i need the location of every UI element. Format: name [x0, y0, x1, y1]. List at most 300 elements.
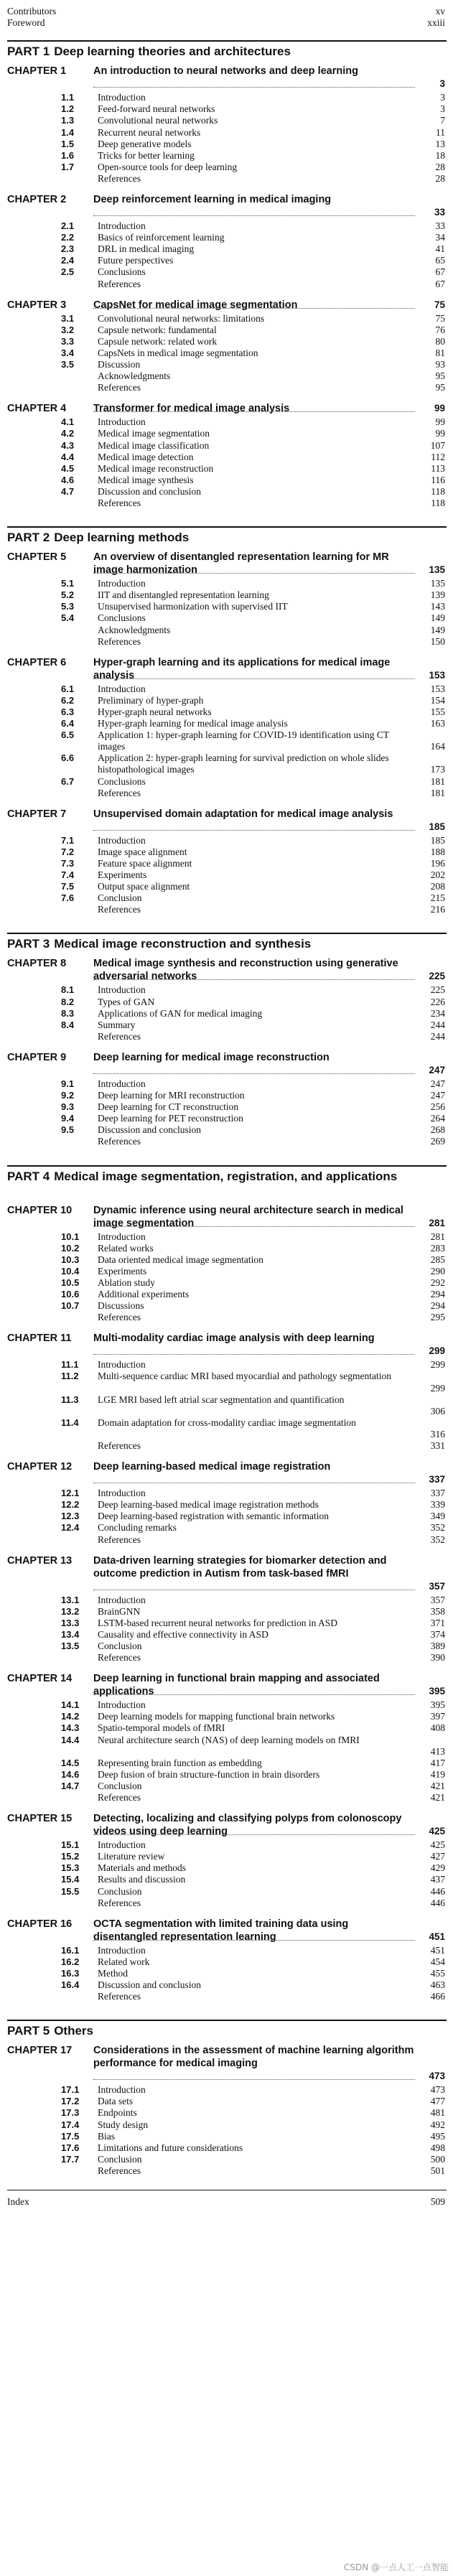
chapter-heading[interactable]: [7, 656, 447, 682]
section-title: References: [98, 2165, 141, 2176]
section-page: 135: [430, 578, 445, 589]
chapter-label: CHAPTER 4: [7, 403, 67, 415]
section-entry[interactable]: [7, 428, 447, 439]
chapter-title: Hyper-graph learning and its applications for medical image analysis: [93, 656, 391, 681]
section-title: References: [98, 1030, 141, 1042]
chapter-title: Deep learning for medical image reconstruction: [93, 1051, 330, 1063]
section-page: 75: [435, 312, 445, 324]
section-page: 425: [430, 1839, 445, 1851]
section-number: 10.4: [61, 1265, 80, 1277]
chapter-label: CHAPTER 8: [7, 958, 67, 970]
section-title: Summary: [98, 1019, 136, 1030]
section-title: Tricks for better learning: [98, 149, 195, 161]
section-entry[interactable]: [7, 997, 447, 1008]
section-entry[interactable]: [7, 2096, 447, 2107]
dot-leader: [93, 830, 415, 831]
chapter-heading[interactable]: [7, 1460, 447, 1486]
section-page: 34: [435, 232, 445, 243]
section-title: Introduction: [98, 1231, 146, 1242]
chapter-heading[interactable]: [7, 1204, 447, 1230]
section-entry[interactable]: [7, 578, 447, 589]
back-matter-entry[interactable]: [7, 636, 447, 648]
section-entry[interactable]: [7, 1758, 447, 1769]
section-entry[interactable]: [7, 127, 447, 139]
section-entry[interactable]: [7, 243, 447, 255]
section-title: Acknowledgments: [98, 624, 171, 635]
front-matter-entry[interactable]: [7, 6, 447, 17]
section-number: 13.5: [61, 1641, 80, 1651]
section-title: Experiments: [98, 1265, 147, 1277]
section-entry[interactable]: [7, 1862, 447, 1874]
section-page: 185: [430, 834, 445, 846]
section-entry[interactable]: [7, 1266, 447, 1277]
section-entry[interactable]: [7, 1839, 447, 1851]
section-entry[interactable]: [7, 1699, 447, 1711]
section-page: 473: [430, 2084, 445, 2096]
chapter-heading[interactable]: [7, 1554, 447, 1593]
section-page: 139: [430, 589, 445, 601]
section-entry[interactable]: [7, 1488, 447, 1499]
section-number: 1.7: [61, 161, 75, 172]
chapter-heading[interactable]: [7, 1812, 447, 1838]
section-entry[interactable]: [7, 1722, 447, 1734]
section-page: 80: [435, 335, 445, 347]
section-title: Concluding remarks: [98, 1522, 177, 1534]
section-number: 7.5: [61, 881, 75, 892]
chapter-page: 281: [429, 1217, 445, 1228]
section-number: 16.1: [61, 1944, 80, 1956]
back-matter-entry[interactable]: [7, 1534, 447, 1546]
chapter-label: CHAPTER 5: [7, 551, 67, 564]
section-number: 17.2: [61, 2096, 80, 2107]
section-number: 1.6: [61, 149, 75, 161]
section-entry[interactable]: [7, 1979, 447, 1991]
section-entry[interactable]: [7, 255, 447, 266]
section-entry[interactable]: [7, 313, 447, 325]
section-title: Results and discussion: [98, 1874, 186, 1885]
section-entry[interactable]: [7, 486, 447, 498]
section-title: Deep learning for MRI reconstruction: [98, 1090, 245, 1101]
section-title: Introduction: [98, 1699, 146, 1711]
section-title: References: [98, 1312, 141, 1323]
section-page: 299: [430, 1382, 445, 1394]
chapter-title: Unsupervised domain adaptation for medical image analysis: [93, 808, 393, 820]
section-entry[interactable]: [7, 892, 447, 904]
section-number: 15.4: [61, 1874, 80, 1885]
section-entry[interactable]: [7, 162, 447, 173]
section-entry[interactable]: [7, 452, 447, 463]
section-entry[interactable]: [7, 325, 447, 336]
section-title: References: [98, 1440, 141, 1451]
section-entry[interactable]: [7, 589, 447, 601]
section-entry[interactable]: [7, 1711, 447, 1722]
section-number: 3.1: [61, 312, 75, 324]
section-entry[interactable]: [7, 718, 447, 729]
section-title: Applications of GAN for medical imaging: [98, 1007, 263, 1019]
section-title: Hyper-graph learning for medical image analysis: [98, 718, 288, 729]
section-entry[interactable]: [7, 1417, 447, 1440]
section-number: 3.4: [61, 347, 75, 358]
section-entry[interactable]: [7, 1090, 447, 1101]
dot-leader: [93, 215, 415, 216]
section-entry[interactable]: [7, 835, 447, 846]
section-entry[interactable]: [7, 1618, 447, 1629]
section-entry[interactable]: [7, 601, 447, 612]
section-entry[interactable]: [7, 1277, 447, 1289]
section-title: CapsNets in medical image segmentation: [98, 347, 258, 358]
section-number: 6.2: [61, 694, 75, 706]
chapter-label: CHAPTER 3: [7, 299, 67, 311]
section-entry[interactable]: [7, 139, 447, 150]
section-number: 6.5: [61, 729, 75, 741]
section-entry[interactable]: [7, 1359, 447, 1371]
section-title: Introduction: [98, 1839, 146, 1851]
chapter-heading[interactable]: [7, 193, 447, 219]
section-entry[interactable]: [7, 1124, 447, 1136]
chapter-heading[interactable]: [7, 2044, 447, 2083]
section-entry[interactable]: [7, 1243, 447, 1254]
section-number: 4.1: [61, 416, 75, 428]
section-page: 247: [430, 1090, 445, 1101]
section-title: BrainGNN: [98, 1605, 141, 1617]
section-number: 17.1: [61, 2084, 80, 2096]
section-number: 8.3: [61, 1007, 75, 1019]
section-entry[interactable]: [7, 729, 447, 752]
chapter-heading[interactable]: [7, 808, 447, 834]
part-label: PART 5: [7, 2024, 50, 2038]
section-number: 10.1: [61, 1231, 80, 1242]
section-entry[interactable]: [7, 1078, 447, 1090]
dot-leader: [93, 678, 415, 679]
chapter-heading[interactable]: [7, 1918, 447, 1943]
section-title: Discussion and conclusion: [98, 1979, 201, 1990]
back-matter-entry[interactable]: [7, 2165, 447, 2177]
section-title: Deep learning for CT reconstruction: [98, 1101, 239, 1113]
back-matter-entry[interactable]: [7, 1440, 447, 1452]
section-page: 299: [430, 1359, 445, 1371]
back-matter-entry[interactable]: [7, 382, 447, 393]
section-title: Related work: [98, 1956, 150, 1967]
chapter-heading[interactable]: [7, 1672, 447, 1698]
chapter-heading[interactable]: [7, 1332, 447, 1358]
chapter-heading[interactable]: [7, 65, 447, 90]
chapter-title: Medical image synthesis and reconstruction using generative adversarial networks: [93, 958, 398, 983]
section-number: 12.1: [61, 1488, 80, 1499]
section-entry[interactable]: [7, 115, 447, 126]
section-entry[interactable]: [7, 846, 447, 858]
chapter-page: 75: [434, 299, 445, 310]
section-title: IIT and disentangled representation learning: [98, 589, 269, 601]
section-entry[interactable]: [7, 440, 447, 452]
section-page: 244: [430, 1019, 445, 1030]
back-matter-entry[interactable]: [7, 279, 447, 290]
back-matter-entry[interactable]: [7, 173, 447, 185]
front-matter-title: Foreword: [7, 17, 45, 29]
section-entry[interactable]: [7, 336, 447, 347]
section-title: Conclusions: [98, 266, 146, 278]
chapter-label: CHAPTER 13: [7, 1554, 73, 1567]
section-page: 95: [435, 382, 445, 393]
section-entry[interactable]: [7, 1851, 447, 1862]
section-entry[interactable]: [7, 1781, 447, 1792]
section-entry[interactable]: [7, 1956, 447, 1968]
section-entry[interactable]: [7, 2131, 447, 2142]
section-number: 3.3: [61, 335, 75, 347]
section-page: 481: [430, 2107, 445, 2119]
section-title: References: [98, 1652, 141, 1663]
section-number: 14.1: [61, 1699, 80, 1711]
section-entry[interactable]: [7, 1300, 447, 1312]
section-title: References: [98, 1792, 141, 1803]
section-title: Endpoints: [98, 2107, 137, 2119]
chapter-heading[interactable]: [7, 1051, 447, 1077]
section-number: 15.3: [61, 1862, 80, 1874]
section-title: Introduction: [98, 1078, 146, 1089]
section-entry[interactable]: [7, 1735, 447, 1758]
section-entry[interactable]: [7, 869, 447, 881]
back-matter-entry[interactable]: [7, 788, 447, 799]
section-page: 454: [430, 1956, 445, 1967]
section-entry[interactable]: [7, 1101, 447, 1113]
section-entry[interactable]: [7, 1522, 447, 1534]
section-title: Deep learning-based medical image registration methods: [98, 1499, 319, 1511]
section-entry[interactable]: [7, 416, 447, 428]
chapter-heading[interactable]: [7, 402, 447, 415]
section-page: 76: [435, 324, 445, 335]
section-entry[interactable]: [7, 858, 447, 869]
part-title: Medical image segmentation, registration, and applications: [54, 1169, 398, 1183]
section-page: 28: [435, 172, 445, 184]
section-number: 10.5: [61, 1277, 80, 1288]
section-entry[interactable]: [7, 1874, 447, 1885]
chapter-title: Data-driven learning strategies for biomarker detection and outcome prediction in Autism from task-based fMRI: [93, 1554, 387, 1579]
table-of-contents: [7, 6, 447, 2569]
chapter-page: 33: [434, 207, 445, 218]
section-page: 331: [430, 1440, 445, 1451]
chapter-label: CHAPTER 6: [7, 656, 67, 668]
section-title: Convolutional neural networks: limitations: [98, 312, 265, 324]
chapter-title: Considerations in the assessment of machine learning algorithm performance for medical imaging: [93, 2045, 414, 2070]
section-title: Feature space alignment: [98, 857, 192, 869]
back-matter-entry[interactable]: [7, 625, 447, 636]
section-page: 352: [430, 1522, 445, 1534]
section-title: Introduction: [98, 1944, 146, 1956]
part-title: Others: [54, 2024, 93, 2038]
section-number: 14.6: [61, 1768, 80, 1780]
section-page: 437: [430, 1874, 445, 1885]
section-entry[interactable]: [7, 1113, 447, 1124]
index-entry[interactable]: [7, 2190, 447, 2208]
back-matter-entry[interactable]: [7, 498, 447, 509]
dot-leader: [93, 1834, 415, 1835]
section-title: References: [98, 1136, 141, 1147]
section-number: 5.4: [61, 612, 75, 624]
section-title: Conclusion: [98, 1641, 142, 1651]
back-matter-entry[interactable]: [7, 1652, 447, 1663]
section-number: 2.1: [61, 220, 75, 231]
chapter-label: CHAPTER 2: [7, 194, 67, 205]
section-number: 17.5: [61, 2130, 80, 2142]
back-matter-entry[interactable]: [7, 1991, 447, 2002]
section-entry[interactable]: [7, 1606, 447, 1618]
chapter-page: 451: [429, 1931, 445, 1942]
section-entry[interactable]: [7, 1629, 447, 1641]
section-page: 215: [430, 892, 445, 904]
chapter-page: 247: [429, 1064, 445, 1075]
section-entry[interactable]: [7, 359, 447, 370]
back-matter-entry[interactable]: [7, 904, 447, 915]
section-number: 9.3: [61, 1101, 75, 1113]
section-number: 17.6: [61, 2142, 80, 2153]
section-page: 65: [435, 255, 445, 266]
section-page: 294: [430, 1300, 445, 1312]
watermark-text: CSDN @一点人工一点智能: [343, 2562, 449, 2572]
section-page: 256: [430, 1101, 445, 1113]
section-entry[interactable]: [7, 266, 447, 278]
section-entry[interactable]: [7, 1511, 447, 1522]
section-page: 181: [430, 787, 445, 798]
section-entry[interactable]: [7, 695, 447, 706]
section-entry[interactable]: [7, 984, 447, 996]
section-page: 247: [430, 1078, 445, 1089]
chapter-label: CHAPTER 17: [7, 2045, 73, 2057]
chapter-heading[interactable]: [7, 299, 447, 312]
dot-leader: [93, 1354, 415, 1355]
section-number: 1.5: [61, 138, 75, 149]
dot-leader: [93, 573, 415, 574]
section-entry[interactable]: [7, 612, 447, 624]
section-number: 14.2: [61, 1711, 80, 1722]
section-entry[interactable]: [7, 1231, 447, 1243]
section-entry[interactable]: [7, 2084, 447, 2096]
dot-leader: [93, 1694, 415, 1695]
section-entry[interactable]: [7, 1254, 447, 1266]
section-title: Deep learning models for mapping functional brain networks: [98, 1711, 335, 1722]
back-matter-entry[interactable]: [7, 1898, 447, 1909]
chapter-label: CHAPTER 11: [7, 1333, 72, 1345]
section-title: LGE MRI based left atrial scar segmentation and quantification: [98, 1394, 345, 1405]
section-number: 5.2: [61, 589, 75, 601]
section-number: 2.4: [61, 255, 75, 266]
section-entry[interactable]: [7, 1394, 447, 1417]
section-entry[interactable]: [7, 1945, 447, 1956]
chapter-page: 99: [434, 403, 445, 414]
section-page: 202: [430, 869, 445, 880]
section-title: LSTM-based recurrent neural networks for prediction in ASD: [98, 1617, 338, 1628]
section-entry[interactable]: [7, 232, 447, 243]
section-page: 67: [435, 266, 445, 278]
section-page: 41: [435, 243, 445, 255]
section-page: 316: [430, 1428, 445, 1439]
section-number: 16.4: [61, 1979, 80, 1990]
section-entry[interactable]: [7, 1968, 447, 1979]
section-entry[interactable]: [7, 463, 447, 475]
section-page: 264: [430, 1113, 445, 1124]
section-number: 8.2: [61, 996, 75, 1007]
section-number: 1.2: [61, 103, 75, 115]
chapter-page: 299: [429, 1345, 445, 1357]
section-entry[interactable]: [7, 2107, 447, 2119]
section-entry[interactable]: [7, 1886, 447, 1898]
section-entry[interactable]: [7, 220, 447, 232]
section-number: 4.4: [61, 451, 75, 462]
section-entry[interactable]: [7, 1289, 447, 1300]
section-entry[interactable]: [7, 103, 447, 115]
back-matter-entry[interactable]: [7, 1312, 447, 1323]
section-title: Types of GAN: [98, 996, 155, 1007]
section-title: Deep learning for PET reconstruction: [98, 1113, 243, 1124]
chapter-heading[interactable]: [7, 957, 447, 983]
back-matter-entry[interactable]: [7, 1792, 447, 1803]
chapter-page: 153: [429, 669, 445, 681]
section-number: 2.2: [61, 232, 75, 243]
section-page: 501: [430, 2165, 445, 2176]
section-title: Acknowledgments: [98, 370, 171, 382]
section-entry[interactable]: [7, 776, 447, 788]
section-title: Basics of reinforcement learning: [98, 232, 225, 243]
section-entry[interactable]: [7, 475, 447, 486]
section-number: 10.7: [61, 1300, 80, 1312]
front-matter-entry[interactable]: [7, 17, 447, 29]
section-page: 477: [430, 2096, 445, 2107]
section-title: References: [98, 382, 141, 393]
section-title: Open-source tools for deep learning: [98, 161, 238, 172]
section-title: Ablation study: [98, 1277, 155, 1288]
section-title: Data oriented medical image segmentation: [98, 1254, 263, 1265]
back-matter-entry[interactable]: [7, 1136, 447, 1147]
section-number: 1.4: [61, 126, 75, 138]
dot-leader: [93, 308, 415, 309]
section-page: 295: [430, 1312, 445, 1323]
section-entry[interactable]: [7, 1499, 447, 1511]
section-entry[interactable]: [7, 881, 447, 892]
section-entry[interactable]: [7, 2119, 447, 2131]
section-entry[interactable]: [7, 2142, 447, 2154]
section-page: 306: [430, 1405, 445, 1417]
section-entry[interactable]: [7, 347, 447, 359]
section-entry[interactable]: [7, 1595, 447, 1606]
section-entry[interactable]: [7, 1371, 447, 1394]
section-page: 357: [430, 1594, 445, 1605]
section-entry[interactable]: [7, 752, 447, 775]
chapter-title: Deep learning-based medical image registration: [93, 1461, 331, 1473]
section-entry[interactable]: [7, 683, 447, 695]
section-entry[interactable]: [7, 1641, 447, 1652]
section-entry[interactable]: [7, 1019, 447, 1031]
section-page: 81: [435, 347, 445, 358]
section-page: 446: [430, 1885, 445, 1897]
section-entry[interactable]: [7, 92, 447, 103]
section-page: 290: [430, 1265, 445, 1277]
section-entry[interactable]: [7, 150, 447, 162]
back-matter-entry[interactable]: [7, 370, 447, 382]
section-entry[interactable]: [7, 1769, 447, 1781]
chapter-heading[interactable]: [7, 551, 447, 577]
section-entry[interactable]: [7, 1008, 447, 1019]
dot-leader: [93, 1940, 415, 1941]
chapter-label: CHAPTER 16: [7, 1918, 73, 1930]
section-entry[interactable]: [7, 706, 447, 718]
section-entry[interactable]: [7, 2154, 447, 2165]
section-page: 3: [440, 92, 445, 103]
section-page: 419: [430, 1768, 445, 1780]
section-page: 390: [430, 1652, 445, 1663]
section-page: 164: [430, 741, 445, 752]
section-title: DRL in medical imaging: [98, 243, 195, 255]
section-title: References: [98, 904, 141, 915]
back-matter-entry[interactable]: [7, 1031, 447, 1042]
section-page: 455: [430, 1967, 445, 1979]
